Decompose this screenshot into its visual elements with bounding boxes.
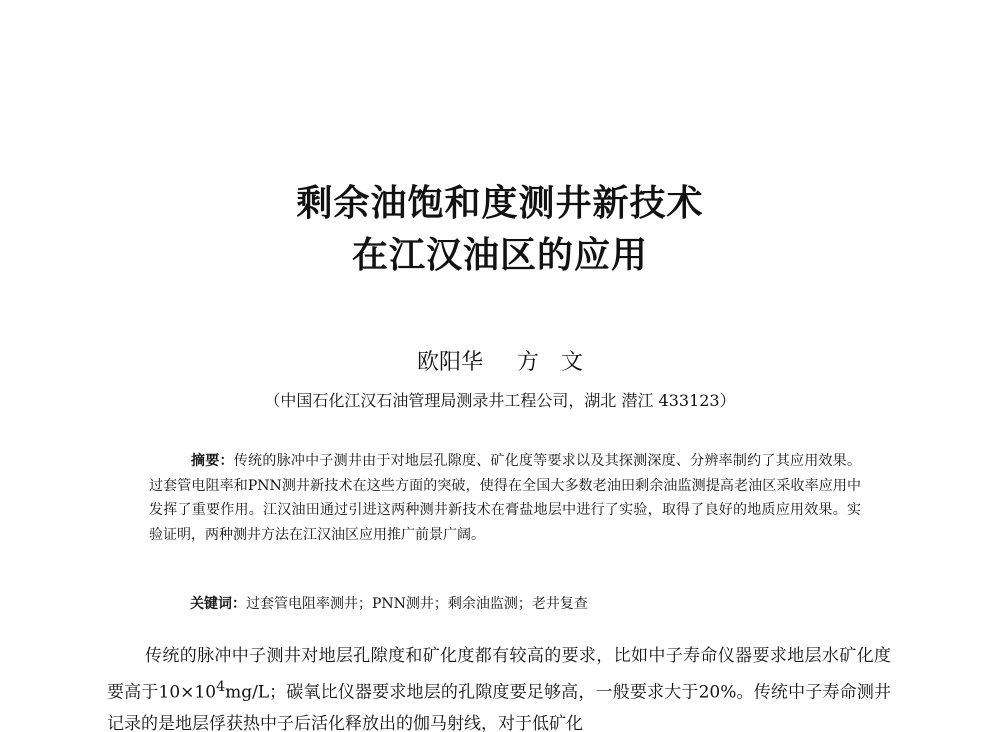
- affiliation: （中国石化江汉石油管理局测录井工程公司，湖北 潜江 433123）: [264, 391, 736, 410]
- body-paragraph: [107, 641, 891, 732]
- abstract: [149, 449, 861, 547]
- body-superscript: 4: [216, 679, 226, 695]
- authors: [0, 348, 1000, 378]
- keywords-text: 过套管电阻率测井；PNN测井；剩余油监测；老井复查: [246, 596, 588, 612]
- body-text-part-2: mg/L；碳氧比仪器要求地层的孔隙度要足够高，一般要求大于20%。传统中子寿命测井记录的是地层俘获热中子后活化释放出的伽马射线，对于低矿化: [107, 682, 891, 732]
- body-text-part-1: 传统的脉冲中子测井对地层孔隙度和矿化度都有较高的要求，比如中子寿命仪器要求地层水矿化度要高于10×10: [107, 646, 891, 703]
- abstract-text: 传统的脉冲中子测井由于对地层孔隙度、矿化度等要求以及其探测深度、分辨率制约了其应用效果。过套管电阻率和PNN测井新技术在这些方面的突破，使得在全国大多数老油田剩余油监测提高老油区采收率应用中发挥了重要作用。江汉油田通过引进这两种测井新技术在膏盐地层中进行了实验，取得了良好的地质应用效果。实验证明，两种测井方法在江汉油区应用推广前景广阔。: [149, 453, 862, 543]
- keywords: [190, 593, 890, 615]
- abstract-label: 摘要：: [191, 453, 234, 469]
- title-line-1: 剩余油饱和度测井新技术: [296, 183, 704, 224]
- author-1: 欧阳华: [416, 350, 483, 375]
- keywords-label: 关键词：: [190, 596, 246, 612]
- author-2: 方 文: [517, 350, 584, 375]
- title-line-2: 在江汉油区的应用: [351, 235, 648, 276]
